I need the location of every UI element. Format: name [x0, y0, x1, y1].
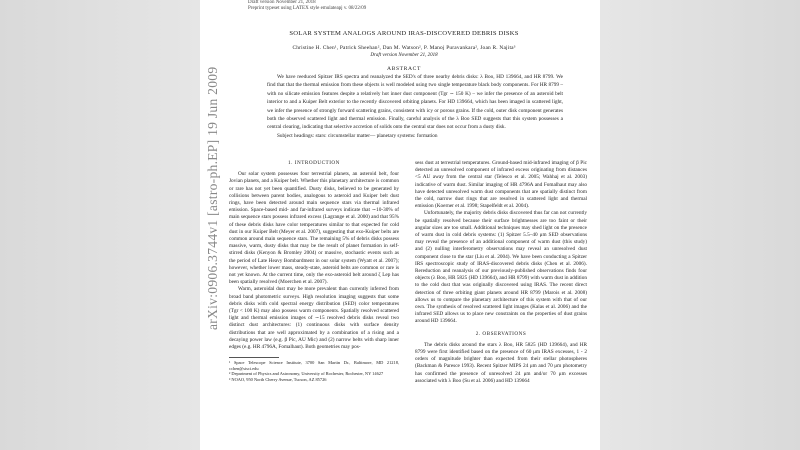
- viewer-background-left: [0, 0, 200, 450]
- preprint-line: Preprint typeset using LATEX style emulateapj v. 08/22/09: [248, 6, 367, 12]
- section-heading-observations: 2. OBSERVATIONS: [475, 330, 527, 337]
- viewer-background-right: [600, 0, 800, 450]
- footnote: ³ NOAO, 950 North Cherry Avenue, Tucson, AZ 85726: [229, 377, 327, 383]
- arxiv-stamp[interactable]: arXiv:0906.3744v1 [astro-ph.EP] 19 Jun 2009: [205, 66, 220, 330]
- footnote: ¹ Space Telescope Science Institute, 3700 San Martin Dr., Baltimore, MD 21218, cchen@stsci.edu: [229, 360, 399, 371]
- section-heading-introduction: 1. INTRODUCTION: [288, 160, 340, 166]
- paper-title: SOLAR SYSTEM ANALOGS AROUND IRAS-DISCOVERED DEBRIS DISKS: [289, 30, 519, 37]
- draft-line: Draft version November 21, 2018: [248, 0, 316, 5]
- left-column: [229, 160, 399, 450]
- page-header: [248, 0, 366, 12]
- draft-version: Draft version November 21, 2018: [370, 53, 438, 58]
- abstract: [267, 73, 563, 140]
- footnote-rule: [229, 357, 279, 358]
- author-list: Christine H. Chen¹, Patrick Sheehan², Dan M. Watson², P. Manoj Puravankara², Joan R. Najita³: [292, 45, 516, 51]
- subject-headings: Subject headings: stars: circumstellar matter— planetary systems: formation: [277, 132, 438, 139]
- paragraph: Our solar system possesses four terrestrial planets, an asteroid belt, four Jovian planets, and a Kuiper belt. Whether this planetary architecture is common or rare has not yet been quantified. Dusty disks, believed to be generated by collisions between parent bodies, analogous to asteroid and Kuiper belt dust rings, have been detected around main sequence stars via thermal infrared emission. Space-based mid- and far-infrared surveys indicate that ∼10-30% of main sequence stars possess infrared excess (Lagrange et al. 2000) and that 95% of these debris disks have color temperatures similar to that expected for cold dust in our Kuiper Belt (Meyer et al. 2007), suggesting that exo-Kuiper belts are common around main sequence stars. The remaining 5% of debris disks possess massive, warm, dusty disks that may be the result of planet formation in self-stirred disks (Kenyon & Bromley 2004) or massive, stochastic events such as the period of Late Heavy Bombardment in our solar system (Wyatt et al. 2007); however, whether lower mass, steady-state, asteroid belts are common or rare is not yet known. At the current time, only the exo-asteroid belt around ζ Lep has been spatially resolved (Moerchen et al. 2007).: [229, 171, 399, 286]
- footnote: ² Department of Physics and Astronomy, University of Rochester, Rochester, NY 14627: [229, 371, 384, 377]
- paragraph: sess dust at terrestrial temperatures. Ground-based mid-infrared imaging of β Pic detected an unresolved component of infrared excess originating from distances <5 AU away from the central star (Telesco et al. 2005; Wahhaj et al. 2003) indicative of warm dust. Similar imaging of HR 4796A and Fomalhaut may also have detected unresolved warm dust components that are spatially distinct from the cold, narrow dust rings that are resolved in scattered light and thermal emission (Koerner et al. 1998; Stapelfeldt et al. 2004).: [415, 160, 587, 210]
- paragraph: The debris disks around the stars λ Boo, HR 5825 (HD 139664), and HR 8799 were first identified based on the presence of 60 μm IRAS excesses, 1 - 2 orders of magnitude brighter than expected from their stellar photospheres (Backman & Paresce 1993). Recent Spitzer MIPS 24 μm and 70 μm photometry has confirmed the presence of unresolved 24 μm and/or 70 μm excesses associated with λ Boo (Su et al. 2006) and HD 139664: [415, 341, 587, 384]
- abstract-heading: ABSTRACT: [386, 66, 422, 72]
- abstract-text: We have reeduced Spitzer IRS spectra and reanalyzed the SED's of three nearby debris disks: λ Boo, HD 139664, and HR 8799. We find that that the thermal emission from these objects is well modeled using two single temperature black body components. For HR 8799 – with no silicate emission features despite a relatively hot inner dust component (Tgr ∼ 150 K) – we infer the presence of an asteroid belt interior to and a Kuiper Belt exterior to the recently discovered orbiting planets. For HD 139664, which has been imaged in scattered light, we infer the presence of strongly forward scattering grains, consistent with icy or porous grains. If the cold, outer disk component generates both the observed scattered light and thermal emission. Finally, careful analysis of the λ Boo SED suggests that this system possesses a central clearing, indicating that selective accretion of solids onto the central star does not occur from a dusty disk.: [267, 74, 563, 131]
- right-column: [415, 160, 587, 450]
- paragraph: Warm, asteroidal dust may be more prevalent than currently inferred from broad band photometric surveys. High resolution imaging suggests that some debris disks with cold spectral energy distribution (SED) color temperatures (Tgr < 100 K) may also possess warm components. Spatially resolved scattered light and thermal emission images of ∼15 resolved debris disks reveal two distinct dust architectures: (1) continuous disks with surface density distributions that are well approximated by a combination of a rising and a decaying power law (e.g. β Pic, AU Mic) and (2) narrow belts with sharp inner edges (e.g. HR 4796A, Fomalhaut). Both geometries may pos-: [229, 286, 399, 351]
- paragraph: Unfortunately, the majority debris disks discovered thus far can not currently be spatially resolved because their surface brightnesses are too faint or their angular sizes are too small. Additional techniques may shed light on the presence of warm dust in cold debris systems: (1) Spitzer 5.5–40 μm SED observations may reveal the presence of an additional component of warm dust (this study) and (2) nulling interferometry observations may reveal an unresolved dust component close to the star (Liu et al. 2004). We have been conducting a Spitzer IRS spectroscopic study of IRAS-discovered debris disks (Chen et al. 2006). Rereduction and reanalysis of our previously-published observations finds four objects (λ Boo, HR 5825 (HD 139664), and HR 8799) with warm dust in addition to the cold dust that was originally discovered using IRAS. The recent direct detection of three orbiting giant planets around HR 8799 (Marois et al. 2008) allows us to compare the planetary architecture of this system with that of our own. The synthesis of resolved scattered light images (Kalas et al. 2006) and the infrared SED allows us to place new constraints on the properties of dust grains around HD 139664.: [415, 210, 587, 325]
